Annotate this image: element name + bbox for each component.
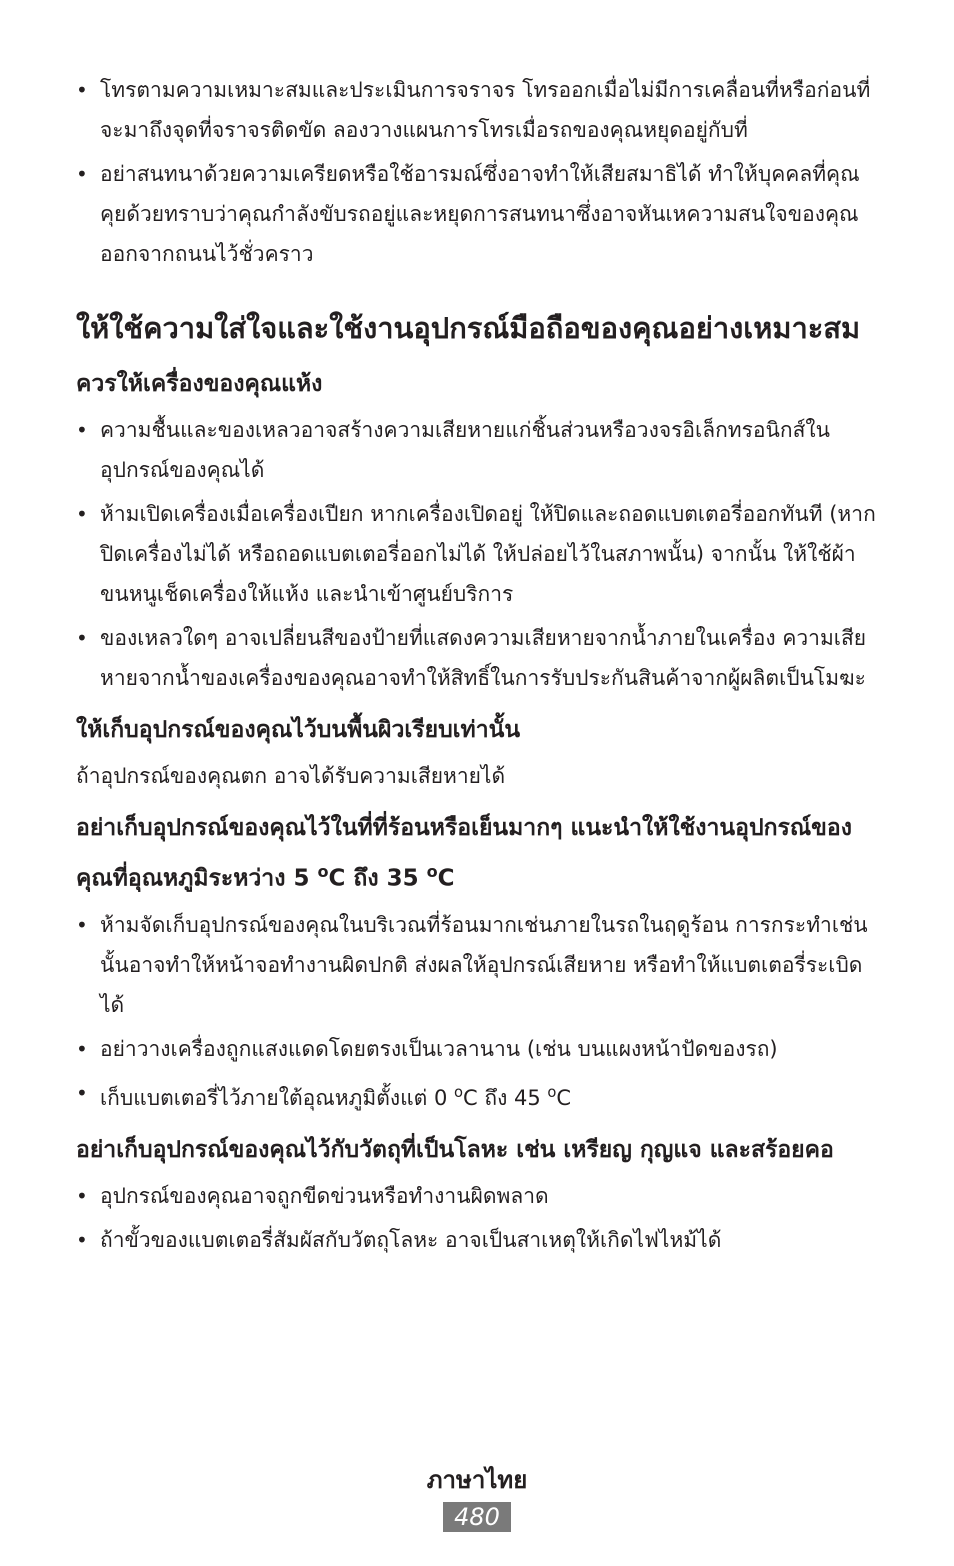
list-item: • อุปกรณ์ของคุณอาจถูกขีดข่วนหรือทำงานผิดพลาด: [76, 1176, 880, 1216]
flat-text: ถ้าอุปกรณ์ของคุณตก อาจได้รับความเสียหายได้: [76, 764, 506, 788]
temp-heading-text: อย่าเก็บอุปกรณ์ของคุณไว้ในที่ที่ร้อนหรือเย็นมากๆ แนะนำให้ใช้งานอุปกรณ์ของคุณที่อุณหภูมิระหว่าง 5: [76, 815, 852, 892]
list-item: • ห้ามจัดเก็บอุปกรณ์ของคุณในบริเวณที่ร้อนมากเช่นภายในรถในฤดูร้อน การกระทำเช่นนั้นอาจทำให้หน้าจอทำงานผิดปกติ ส่งผลให้อุปกรณ์เสียหาย หรือทำให้แบตเตอรี่ระเบิดได้: [76, 905, 880, 1025]
section-title: ให้ใช้ความใส่ใจและใช้งานอุปกรณ์มือถือของคุณอย่างเหมาะสม: [76, 311, 861, 345]
dry-heading: ควรให้เครื่องของคุณแห้ง: [76, 371, 323, 397]
page-number: 480: [443, 1502, 511, 1532]
list-item: • โทรตามความเหมาะสมและประเมินการจราจร โทรออกเมื่อไม่มีการเคลื่อนที่หรือก่อนที่จะมาถึงจุดที่จราจรติดขัด ลองวางแผนการโทรเมื่อรถของคุณหยุดอยู่กับที่: [76, 70, 880, 150]
dry-list: [76, 410, 880, 698]
flat-heading: ให้เก็บอุปกรณ์ของคุณไว้บนพื้นผิวเรียบเท่านั้น: [76, 717, 521, 743]
degree-symbol: o: [454, 1083, 464, 1101]
page-footer: [0, 1462, 954, 1532]
page-content: [76, 70, 880, 1264]
list-item: • ห้ามเปิดเครื่องเมื่อเครื่องเปียก หากเครื่องเปิดอยู่ ให้ปิดและถอดแบตเตอรี่ออกทันที (หากปิดเครื่องไม่ได้ หรือถอดแบตเตอรี่ออกไม่ได้ ให้ปล่อยไว้ในสภาพนั้น) จากนั้น ให้ใช้ผ้าขนหนูเช็ดเครื่องให้แห้ง และนำเข้าศูนย์บริการ: [76, 494, 880, 614]
temp-item-text: C ถึง 45: [463, 1085, 548, 1110]
list-item: • ถ้าขั้วของแบตเตอรี่สัมผัสกับวัตถุโลหะ อาจเป็นสาเหตุให้เกิดไฟไหม้ได้: [76, 1220, 880, 1260]
temp-heading-text: C: [437, 865, 455, 892]
metal-heading: อย่าเก็บอุปกรณ์ของคุณไว้กับวัตถุที่เป็นโลหะ เช่น เหรียญ กุญแจ และสร้อยคอ: [76, 1136, 834, 1163]
temp-heading: [76, 806, 880, 901]
list-item: • ความชื้นและของเหลวอาจสร้างความเสียหายแก่ชิ้นส่วนหรือวงจรอิเล็กทรอนิกส์ในอุปกรณ์ของคุณได้: [76, 410, 880, 490]
metal-list: [76, 1176, 880, 1260]
intro-list: [76, 70, 880, 274]
list-item: • อย่าสนทนาด้วยความเครียดหรือใช้อารมณ์ซึ่งอาจทำให้เสียสมาธิได้ ทำให้บุคคลที่คุณคุยด้วยทราบว่าคุณกำลังขับรถอยู่และหยุดการสนทนาซึ่งอาจหันเหความสนใจของคุณออกจากถนนไว้ชั่วคราว: [76, 154, 880, 274]
list-item: • ของเหลวใดๆ อาจเปลี่ยนสีของป้ายที่แสดงความเสียหายจากน้ำภายในเครื่อง ความเสียหายจากน้ำของเครื่องของคุณอาจทำให้สิทธิ์ในการรับประกันสินค้าจากผู้ผลิตเป็นโมฆะ: [76, 618, 880, 698]
footer-language: ภาษาไทย: [426, 1466, 528, 1494]
list-item: • อย่าวางเครื่องถูกแสงแดดโดยตรงเป็นเวลานาน (เช่น บนแผงหน้าปัดของรถ): [76, 1029, 880, 1069]
temp-item-text: เก็บแบตเตอรี่ไว้ภายใต้อุณหภูมิตั้งแต่ 0: [100, 1085, 455, 1110]
temp-item-text: C: [556, 1085, 572, 1110]
temp-list: [76, 905, 880, 1118]
list-item: [76, 1073, 880, 1118]
degree-symbol: o: [426, 862, 438, 881]
degree-symbol: o: [547, 1083, 557, 1101]
degree-symbol: o: [317, 862, 329, 881]
temp-heading-text: C ถึง 35: [328, 865, 427, 892]
